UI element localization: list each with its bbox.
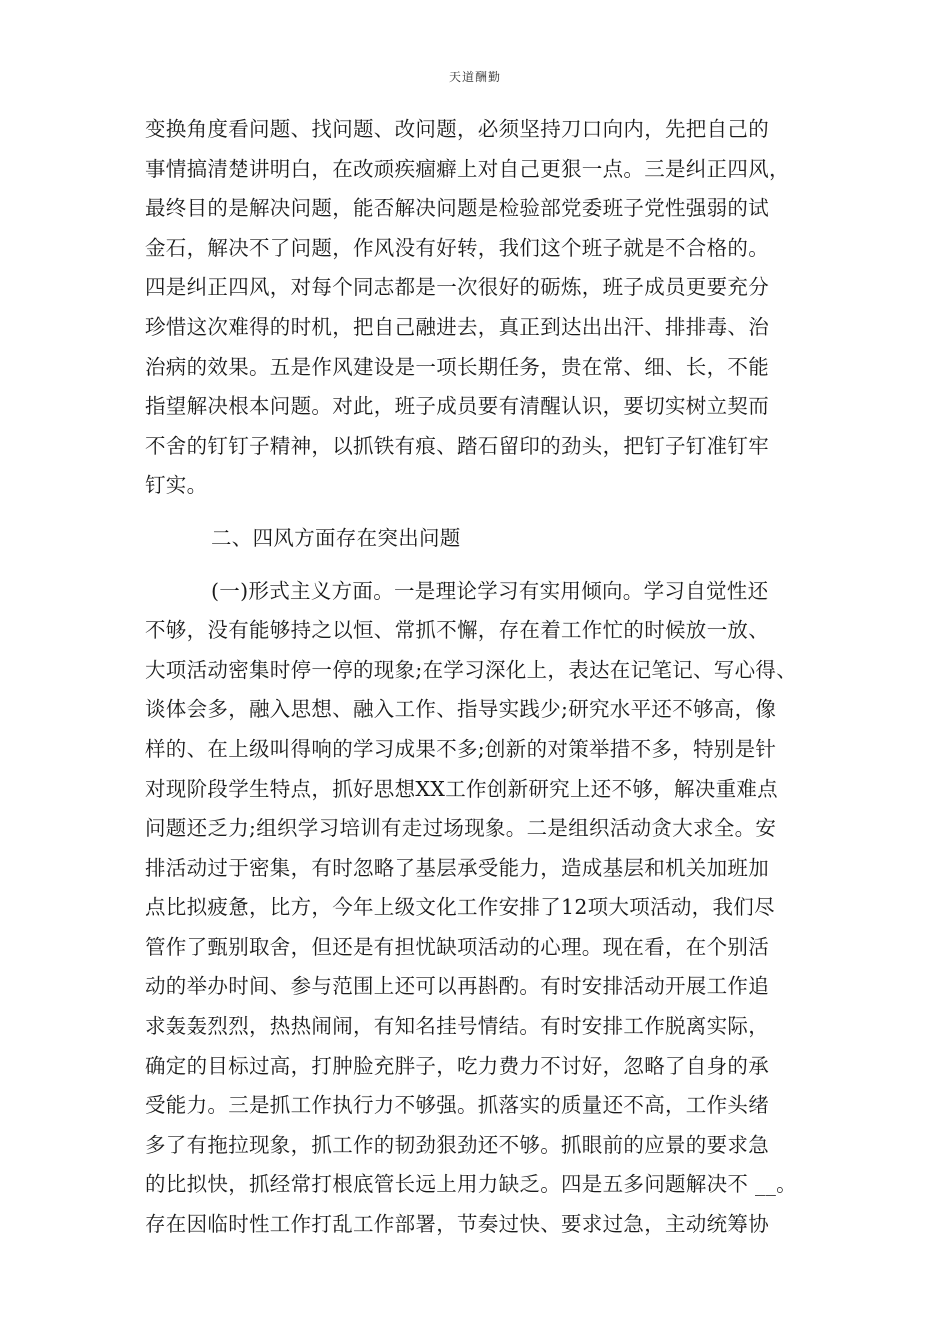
paragraph-line: 不舍的钉钉子精神，以抓铁有痕、踏石留印的劲头，把钉子钉准钉牢 bbox=[145, 433, 769, 458]
paragraph-line: 对现阶段学生特点，抓好思想XX工作创新研究上还不够，解决重难点 bbox=[145, 776, 778, 801]
paragraph-line: 事情搞清楚讲明白，在改顽疾痼癖上对自己更狠一点。三是纠正四风， bbox=[145, 156, 790, 181]
paragraph-line: 的比拟快，抓经常打根底管长远上用力缺乏。四是五多问题解决不 __。 bbox=[145, 1172, 797, 1197]
paragraph-line: 大项活动密集时停一停的现象;在学习深化上，表达在记笔记、写心得、 bbox=[145, 657, 798, 682]
paragraph-line: 动的举办时间、参与范围上还可以再斟酌。有时安排活动开展工作追 bbox=[145, 974, 769, 999]
paragraph-line: 排活动过于密集，有时忽略了基层承受能力，造成基层和机关加班加 bbox=[145, 855, 769, 880]
paragraph-line: 受能力。三是抓工作执行力不够强。抓落实的质量还不高，工作头绪 bbox=[145, 1093, 769, 1118]
paragraph-line: 谈体会多，融入思想、融入工作、指导实践少;研究水平还不够高，像 bbox=[145, 697, 777, 722]
paragraph-line: 样的、在上级叫得响的学习成果不多;创新的对策举措不多，特别是针 bbox=[145, 736, 777, 761]
paragraph-line: 点比拟疲惫，比方，今年上级文化工作安排了12项大项活动，我们尽 bbox=[145, 895, 775, 920]
paragraph-line: 不够，没有能够持之以恒、常抓不懈，存在着工作忙的时候放一放、 bbox=[145, 618, 769, 643]
paragraph-line: 确定的目标过高，打肿脸充胖子，吃力费力不讨好，忽略了自身的承 bbox=[145, 1053, 769, 1078]
document-body bbox=[145, 110, 815, 1245]
paragraph-line: 治病的效果。五是作风建设是一项长期任务，贵在常、细、长，不能 bbox=[145, 354, 769, 379]
section-heading: 二、四风方面存在突出问题 bbox=[211, 525, 461, 550]
page-header: 天道酬勤 bbox=[448, 70, 501, 84]
paragraph-line: 求轰轰烈烈，热热闹闹，有知名挂号情结。有时安排工作脱离实际， bbox=[145, 1014, 769, 1039]
paragraph-line: 变换角度看问题、找问题、改问题，必须坚持刀口向内，先把自己的 bbox=[145, 117, 769, 141]
paragraph-line: (一)形式主义方面。一是理论学习有实用倾向。学习自觉性还 bbox=[211, 578, 769, 603]
paragraph-line: 四是纠正四风，对每个同志都是一次很好的砺炼，班子成员更要充分 bbox=[145, 275, 769, 300]
paragraph-line: 最终目的是解决问题，能否解决问题是检验部党委班子党性强弱的试 bbox=[145, 196, 769, 221]
paragraph-line: 钉实。 bbox=[145, 473, 208, 498]
paragraph-line: 问题还乏力;组织学习培训有走过场现象。二是组织活动贪大求全。安 bbox=[145, 816, 777, 841]
paragraph-line: 多了有拖拉现象，抓工作的韧劲狠劲还不够。抓眼前的应景的要求急 bbox=[145, 1132, 769, 1157]
section-gap bbox=[145, 506, 815, 519]
paragraph-line: 珍惜这次难得的时机，把自己融进去，真正到达出出汗、排排毒、治 bbox=[145, 314, 769, 339]
paragraph-line: 金石，解决不了问题，作风没有好转，我们这个班子就是不合格的。 bbox=[145, 235, 769, 260]
paragraph-line: 指望解决根本问题。对此，班子成员要有清醒认识，要切实树立契而 bbox=[145, 394, 769, 419]
section-gap bbox=[145, 559, 815, 572]
paragraph-line: 管作了甄别取舍，但还是有担忧缺项活动的心理。现在看，在个别活 bbox=[145, 934, 769, 959]
paragraph-line: 存在因临时性工作打乱工作部署，节奏过快、要求过急，主动统筹协 bbox=[145, 1212, 769, 1237]
